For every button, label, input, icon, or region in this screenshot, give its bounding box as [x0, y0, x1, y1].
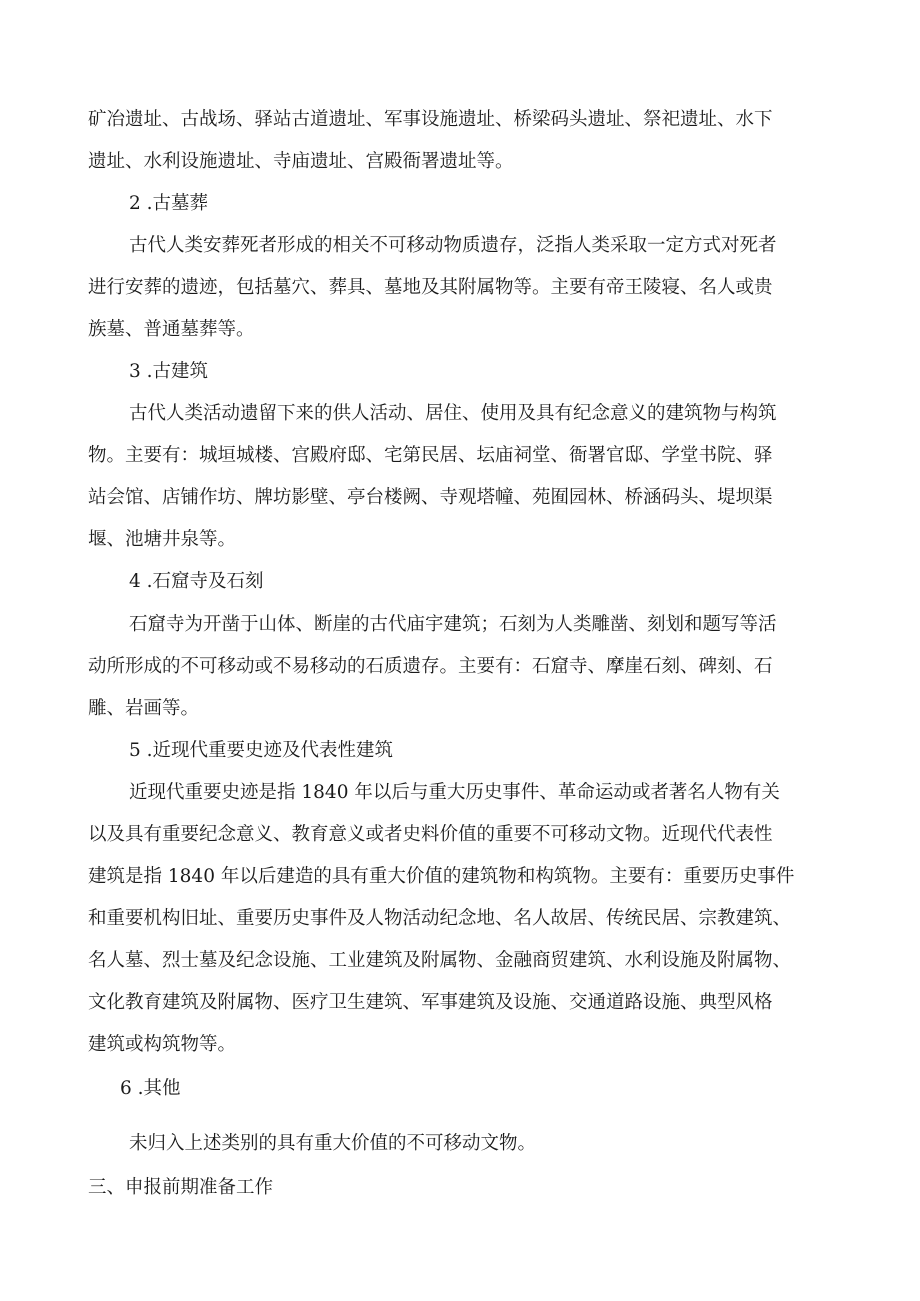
paragraph-line: 和重要机构旧址、重要历史事件及人物活动纪念地、名人故居、传统民居、宗教建筑、 — [88, 908, 792, 929]
paragraph-line: 以及具有重要纪念意义、教育意义或者史料价值的重要不可移动文物。近现代代表性 — [88, 824, 773, 845]
paragraph-line: 站会馆、店铺作坊、牌坊影壁、亭台楼阙、寺观塔幢、苑囿园林、桥涵码头、堤坝渠 — [88, 487, 773, 508]
paragraph-line: 动所形成的不可移动或不易移动的石质遗存。主要有：石窟寺、摩崖石刻、碑刻、石 — [88, 656, 773, 677]
paragraph-line: 雕、岩画等。 — [88, 698, 200, 719]
paragraph-line: 族墓、普通墓葬等。 — [88, 319, 255, 340]
paragraph-line: 近现代重要史迹是指 1840 年以后与重大历史事件、革命运动或者著名人物有关 — [129, 782, 780, 803]
paragraph-line: 石窟寺为开凿于山体、断崖的古代庙宇建筑；石刻为人类雕凿、刻划和题写等活 — [129, 614, 777, 635]
paragraph-line: 未归入上述类别的具有重大价值的不可移动文物。 — [129, 1133, 537, 1154]
paragraph-line: 建筑或构筑物等。 — [88, 1034, 237, 1055]
intro-line-2: 遗址、水利设施遗址、寺庙遗址、宫殿衙署遗址等。 — [88, 151, 514, 172]
paragraph-line: 建筑是指 1840 年以后建造的具有重大价值的建筑物和构筑物。主要有：重要历史事件 — [88, 866, 795, 887]
chapter-heading: 三、申报前期准备工作 — [88, 1177, 274, 1198]
section-heading-other: 6 .其他 — [120, 1078, 181, 1099]
paragraph-line: 古代人类安葬死者形成的相关不可移动物质遗存，泛指人类采取一定方式对死者 — [129, 235, 777, 256]
paragraph-line: 堰、池塘井泉等。 — [88, 529, 237, 550]
paragraph-line: 古代人类活动遗留下来的供人活动、居住、使用及具有纪念意义的建筑物与构筑 — [129, 403, 777, 424]
section-heading-ancient-buildings: 3 .古建筑 — [129, 361, 209, 382]
paragraph-line: 进行安葬的遗迹，包括墓穴、葬具、墓地及其附属物等。主要有帝王陵寝、名人或贵 — [88, 277, 773, 298]
section-heading-tombs: 2 .古墓葬 — [129, 193, 209, 214]
paragraph-line: 名人墓、烈士墓及纪念设施、工业建筑及附属物、金融商贸建筑、水利设施及附属物、 — [88, 950, 792, 971]
section-heading-modern-sites: 5 .近现代重要史迹及代表性建筑 — [129, 740, 394, 761]
paragraph-line: 物。主要有：城垣城楼、宫殿府邸、宅第民居、坛庙祠堂、衙署官邸、学堂书院、驿 — [88, 445, 773, 466]
intro-line-1: 矿冶遗址、古战场、驿站古道遗址、军事设施遗址、桥梁码头遗址、祭祀遗址、水下 — [88, 109, 773, 130]
section-heading-grottoes: 4 .石窟寺及石刻 — [129, 571, 264, 592]
paragraph-line: 文化教育建筑及附属物、医疗卫生建筑、军事建筑及设施、交通道路设施、典型风格 — [88, 992, 773, 1013]
